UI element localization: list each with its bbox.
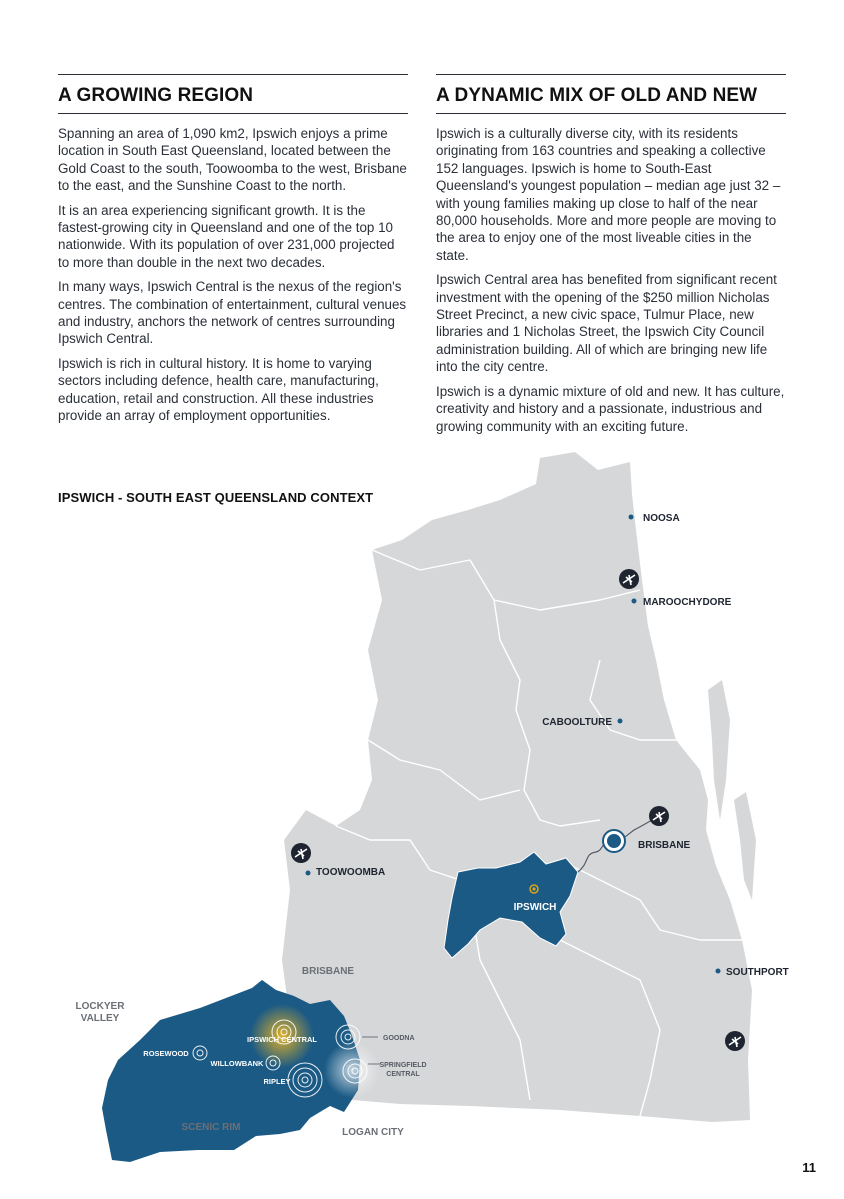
paragraph: In many ways, Ipswich Central is the nexus of the region's centres. The combination of entertainment, cultural venues and industry, anchors the network of centres surrounding Ipswich Central. [58,279,407,347]
inset-label-ripley: RIPLEY [263,1077,291,1086]
inset-label-logan-city: LOGAN CITY [342,1127,404,1138]
label-caboolture: CABOOLTURE [542,717,612,728]
noosa-dot [629,515,634,520]
inset-label-springfield: SPRINGFIELD [379,1062,427,1069]
inset-label-willowbank: WILLOWBANK [210,1059,264,1068]
paragraph: Ipswich is a dynamic mixture of old and new. It has culture, creativity and history and a passionate, industrious and growing community with an exciting future. [436,383,785,434]
label-maroochydore: MAROOCHYDORE [643,597,732,608]
page-number: 11 [802,1160,816,1175]
inset-label-central: CENTRAL [386,1071,420,1078]
ipswich-inset-region [102,980,360,1162]
brisbane-marker [603,830,625,852]
label-southport: SOUTHPORT [726,967,789,978]
island [734,792,756,900]
inset-label-valley: VALLEY [80,1013,120,1024]
inset-label-rosewood: ROSEWOOD [143,1049,189,1058]
inset-label-scenic-rim: SCENIC RIM [181,1122,241,1133]
maroochydore-dot [632,599,637,604]
label-toowoomba: TOOWOOMBA [316,867,386,878]
paragraph: Ipswich is a culturally diverse city, with its residents originating from 163 countries and speaking a collective 152 languages. Ipswich is home to South-East Queensland's youngest population – median age just 32 – with young families making up close to half of the near 80,000 households. More and more people are moving to the area to enjoy one of the most liveable cities in the state. [436,126,781,263]
inset-label-lockyer: LOCKYER [75,1001,125,1012]
label-brisbane: BRISBANE [638,840,691,851]
airport-icon [725,1031,745,1051]
map-title: IPSWICH - SOUTH EAST QUEENSLAND CONTEXT [58,490,374,505]
airport-icon [619,569,639,589]
left-heading: A GROWING REGION [58,75,408,114]
airport-icon [649,806,669,826]
right-heading: A DYNAMIC MIX OF OLD AND NEW [436,75,786,114]
label-ipswich: IPSWICH [513,902,557,913]
inset-label-brisbane: BRISBANE [301,966,355,977]
land-mass [282,452,752,1122]
island [708,680,730,820]
label-noosa: NOOSA [643,513,680,524]
paragraph: Ipswich Central area has benefited from significant recent investment with the opening of the $250 million Nicholas Street Precinct, a new civic space, Tulmur Place, new libraries and 1 Nicholas Street, the Ipswich City Council administration building. All of which are bringing new life into the city centre. [436,272,777,375]
toowoomba-dot [306,871,311,876]
inset-label-ipswich-central: IPSWICH CENTRAL [247,1035,317,1044]
paragraph: Ipswich is rich in cultural history. It is home to varying sectors including defence, health care, manufacturing, education, retail and construction. All these industries provide an array of employment opportunities. [58,355,379,424]
paragraph: Spanning an area of 1,090 km2, Ipswich enjoys a prime location in South East Queensland, located between the Gold Coast to the south, Toowoomba to the west, Brisbane to the east, and the Sunshine Coast to the north. [58,126,407,194]
southport-dot [716,969,721,974]
paragraph: It is an area experiencing significant growth. It is the fastest-growing city in Queensland and one of the top 10 nationwide. With its population of over 231,000 projected to more than double in the next two decades. [58,202,395,270]
caboolture-dot [618,719,623,724]
airport-icon [291,843,311,863]
inset-label-goodna: GOODNA [383,1035,415,1042]
